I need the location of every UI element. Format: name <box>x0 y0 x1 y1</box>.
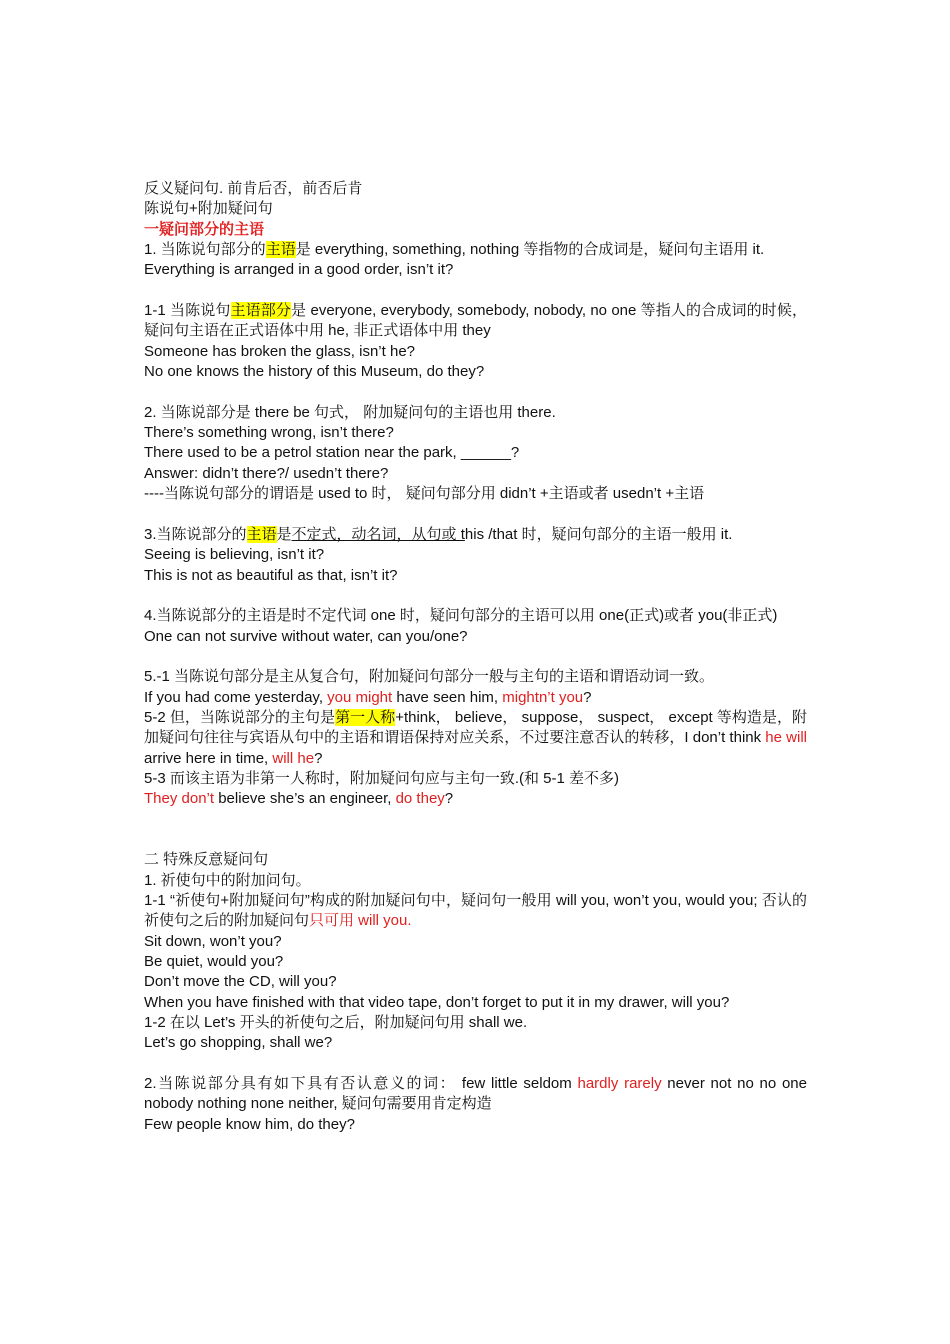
highlight: 第一人称 <box>335 708 396 726</box>
example <box>144 688 807 708</box>
text: arrive here in time, <box>144 749 273 767</box>
example: This is not as beautiful as that, isn’t it? <box>144 566 398 584</box>
example: There used to be a petrol station near the park, ______? <box>144 444 520 462</box>
rule-2: 2. 当陈说部分是 there be 句式， 附加疑问句的主语也用 there. <box>144 403 556 421</box>
rule-q1-1 <box>144 891 807 932</box>
spacer <box>144 281 807 301</box>
note: ----当陈说句部分的谓语是 used to 时， 疑问句部分用 didn’t +主语或者 usedn’t +主语 <box>144 485 705 503</box>
red-text: do they <box>395 790 445 808</box>
text: believe she’s an engineer, <box>214 790 396 808</box>
red-text: 只可用 will you. <box>309 912 412 930</box>
example <box>144 789 807 809</box>
red-text: he will <box>765 729 807 747</box>
text: If you had come yesterday, <box>144 688 328 706</box>
highlight: 主语 <box>265 241 296 259</box>
rule-q1: 1. 祈使句中的附加问句。 <box>144 871 311 889</box>
red-text: mightn’t you <box>502 688 584 706</box>
text: ? <box>444 790 454 808</box>
example: Sit down, won’t you? <box>144 932 282 950</box>
doc-title: 反义疑问句. 前肯后否，前否后肯 <box>144 180 363 197</box>
text: ? <box>314 749 323 767</box>
text: ? <box>583 688 592 706</box>
text: have seen him, <box>392 688 503 706</box>
document-body <box>144 179 807 1135</box>
rule-5-2 <box>144 708 807 769</box>
rule-4: 4.当陈说部分的主语是时不定代词 one 时，疑问句部分的主语可以用 one(正式)或者 you(非正式) <box>144 607 778 625</box>
text: never not no no one nobody nothing none neither, 疑问句需要用肯定构造 <box>144 1075 807 1113</box>
example: Seeing is believing, isn’t it? <box>144 546 325 564</box>
example: Don’t move the CD, will you? <box>144 973 337 991</box>
example: Answer: didn’t there?/ usedn’t there? <box>144 464 389 482</box>
rule-q2 <box>144 1074 807 1115</box>
example: Be quiet, would you? <box>144 953 284 971</box>
spacer <box>144 382 807 402</box>
rule-5-1: 5.-1 当陈说句部分是主从复合句，附加疑问句部分一般与主句的主语和谓语动词一致。 <box>144 668 715 686</box>
text: 5-2 但，当陈说部分的主句是 <box>144 708 336 726</box>
example: One can not survive without water, can you/one? <box>144 627 468 645</box>
spacer <box>144 830 807 850</box>
highlight: 主语部分 <box>230 302 292 320</box>
spacer <box>144 810 807 830</box>
section-heading-1: 一疑问部分的主语 <box>144 220 265 238</box>
red-text: They don’t <box>144 790 215 808</box>
text: +think， believe， suppose， suspect， except 等构造是，附加疑问句往往与宾语从句中的主语和谓语保持对应关系，不过要注意否认的转移，I don’t think <box>144 708 807 747</box>
underlined-text: 不定式，动名词，从句或 t <box>291 525 465 543</box>
rule-1-1 <box>144 301 807 342</box>
example: Everything is arranged in a good order, isn’t it? <box>144 261 454 279</box>
text: 2.当陈说部分具有如下具有否认意义的词： few little seldom <box>144 1075 578 1093</box>
red-text: hardly rarely <box>577 1075 662 1093</box>
red-text: you might <box>327 688 393 706</box>
spacer <box>144 505 807 525</box>
rule-q1-2: 1-2 在以 Let’s 开头的祈使句之后，附加疑问句用 shall we. <box>144 1014 528 1032</box>
example: No one knows the history of this Museum, do they? <box>144 363 485 381</box>
text: 1-1 “祈使句+附加疑问句”构成的附加疑问句中，疑问句一般用 will you, won’t you, would you; 否认的祈使句之后的附加疑问句 <box>144 892 807 930</box>
example: Few people know him, do they? <box>144 1115 355 1133</box>
doc-subtitle: 陈说句+附加疑问句 <box>144 200 273 218</box>
example: Someone has broken the glass, isn’t he? <box>144 342 416 360</box>
text: 3.当陈说部分的 <box>144 525 247 543</box>
highlight: 主语 <box>246 525 277 543</box>
example: When you have finished with that video tape, don’t forget to put it in my drawer, will you? <box>144 993 730 1011</box>
rule-1 <box>144 240 807 260</box>
example: There’s something wrong, isn’t there? <box>144 424 394 442</box>
example: Let’s go shopping, shall we? <box>144 1034 333 1052</box>
spacer <box>144 1054 807 1074</box>
text: 是 everyone, everybody, somebody, nobody, no one 等指人的合成词的时候，疑问句主语在正式语体中用 he, 非正式语体中用 they <box>144 302 807 340</box>
text: 是 <box>276 525 292 543</box>
text: 1-1 当陈说句 <box>144 302 231 320</box>
red-text: will he <box>272 749 315 767</box>
spacer <box>144 586 807 606</box>
rule-3 <box>144 525 807 545</box>
rule-5-3: 5-3 而该主语为非第一人称时，附加疑问句应与主句一致.(和 5-1 差不多) <box>144 769 620 787</box>
text: 1. 当陈说句部分的 <box>144 241 266 259</box>
text: his /that 时，疑问句部分的主语一般用 it. <box>464 525 733 543</box>
text: 是 everything, something, nothing 等指物的合成词是，疑问句主语用 it. <box>295 241 765 259</box>
spacer <box>144 647 807 667</box>
section-heading-2: 二 特殊反意疑问句 <box>144 851 269 869</box>
